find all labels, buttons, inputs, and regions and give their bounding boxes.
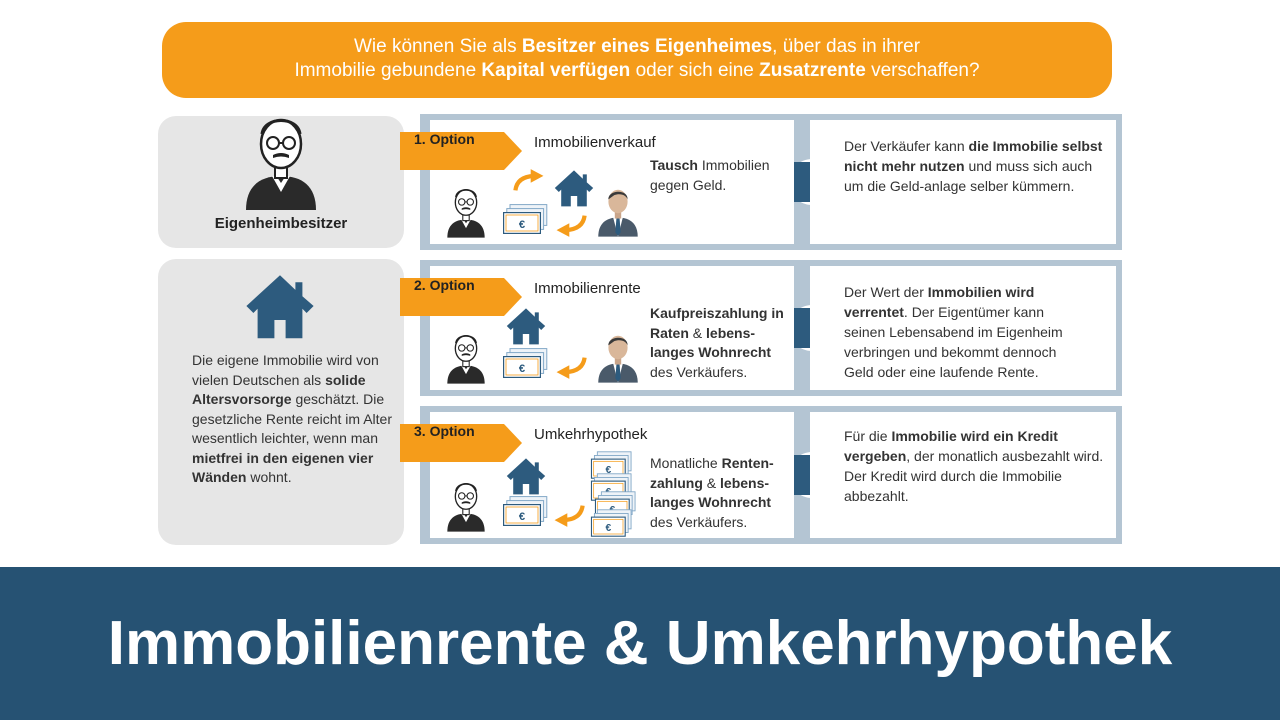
- house-icon: [242, 271, 318, 341]
- option-panel-1: [414, 114, 1122, 250]
- option-panel-2: [414, 260, 1122, 396]
- curved-arrow-icon: [554, 212, 588, 238]
- businessman-icon: [594, 328, 642, 384]
- euro-banknote-icon: [590, 508, 634, 538]
- option-outcome-text: Der Wert der Immobilien wird verrentet. Der Eigentümer kann seinen Lebensabend im Eigenheim verbringen und bekommt dennoch Geld oder eine laufende Rente.: [844, 284, 1063, 380]
- info-text: Die eigene Immobilie wird von vielen Deutschen als solide Altersvorsorge geschätzt. Die gesetzliche Rente reicht im Alter wesentlich leichter, wenn man mietfrei in den eigenen vier Wänden wohnt.: [192, 352, 392, 485]
- option-tag-label: 2. Option: [414, 277, 475, 293]
- option-1-illustration: [414, 120, 794, 244]
- bottom-title-bar: [0, 567, 1280, 720]
- option-2-illustration: [414, 266, 794, 390]
- house-icon: [554, 168, 594, 208]
- option-tag-label: 3. Option: [414, 423, 475, 439]
- header-question-banner: [162, 22, 1112, 98]
- option-3-outcome: [810, 412, 1116, 538]
- businessman-icon: [594, 182, 642, 238]
- option-3-illustration: [414, 412, 794, 538]
- curved-arrow-icon: [512, 168, 546, 194]
- option-title: Immobilienverkauf: [534, 134, 656, 151]
- elderly-man-icon: [442, 330, 490, 384]
- owner-label: Eigenheimbesitzer: [214, 215, 348, 232]
- option-description: Monatliche Renten-zahlung & lebens-langes Wohnrecht des Verkäufers.: [650, 455, 774, 530]
- option-1-outcome: [810, 120, 1116, 244]
- house-icon: [506, 306, 546, 346]
- option-description: Tausch Immobilien gegen Geld.: [650, 157, 770, 193]
- bottom-title: Immobilienrente & Umkehrhypothek: [107, 609, 1173, 678]
- option-title: Immobilienrente: [534, 280, 641, 297]
- elderly-man-icon: [442, 184, 490, 238]
- elderly-man-icon: [442, 478, 490, 532]
- euro-banknote-icon: [502, 494, 550, 528]
- option-outcome-text: Für die Immobilie wird ein Kredit vergeben, der monatlich ausbezahlt wird. Der Kredit wird durch die Immobilie abbezahlt.: [844, 428, 1104, 504]
- euro-banknote-icon: [502, 202, 550, 236]
- header-line-1: Wie können Sie als Besitzer eines Eigenheimes, über das in ihrer: [353, 36, 921, 57]
- option-panel-3: [414, 406, 1122, 544]
- curved-arrow-icon: [552, 502, 586, 528]
- option-title: Umkehrhypothek: [534, 426, 648, 443]
- option-tag-label: 1. Option: [414, 131, 475, 147]
- curved-arrow-icon: [554, 354, 588, 380]
- owner-card: [158, 116, 404, 248]
- house-icon: [506, 456, 546, 496]
- header-line-2: Immobilie gebundene Kapital verfügen oder sich eine Zusatzrente verschaffen?: [294, 60, 980, 81]
- info-card: [158, 259, 404, 545]
- option-description: Kaufpreiszahlung in Raten & lebens-langes Wohnrecht des Verkäufers.: [650, 305, 784, 380]
- option-2-outcome: [810, 266, 1116, 390]
- option-outcome-text: Der Verkäufer kann die Immobilie selbst nicht mehr nutzen und muss sich auch um die Geld-anlage selber kümmern.: [844, 138, 1103, 194]
- elderly-man-icon: [236, 110, 326, 210]
- euro-banknote-icon: [502, 346, 550, 380]
